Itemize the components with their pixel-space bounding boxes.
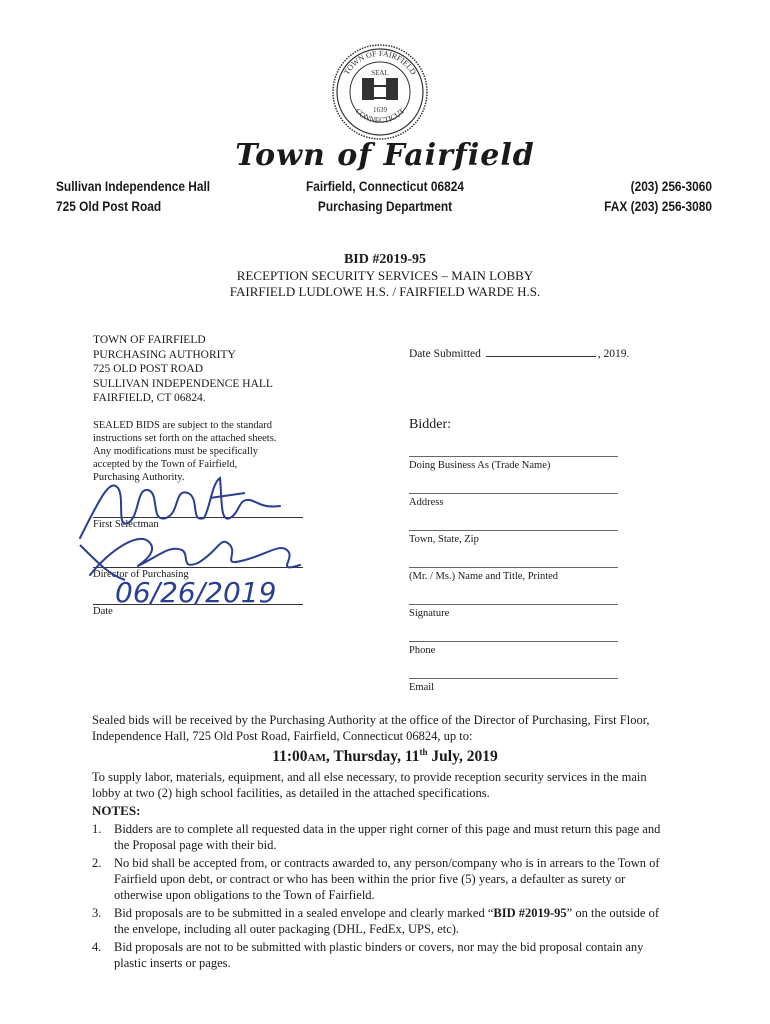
svg-text:SEAL: SEAL xyxy=(371,69,389,77)
note-number: 1. xyxy=(92,822,102,836)
scope-paragraph xyxy=(92,769,692,801)
address-field[interactable] xyxy=(409,493,618,494)
intro-line: Independence Hall, 725 Old Post Road, Fairfield, Connecticut 06824, up to: xyxy=(92,729,473,743)
bidder-heading: Bidder: xyxy=(409,417,451,432)
note-number: 4. xyxy=(92,940,102,954)
phone-number: (203) 256-3060 xyxy=(630,178,712,194)
deadline-day: , Thursday, 11 xyxy=(325,748,420,766)
intro-paragraph xyxy=(92,712,692,744)
bid-deadline xyxy=(0,747,770,766)
note-text-part: ” on the outside of the envelope, including all outer packaging (DHL, FedEx, UPS, etc). xyxy=(114,906,660,936)
deadline-suffix: th xyxy=(419,747,428,757)
svg-text:CONNECTICUT: CONNECTICUT xyxy=(353,106,407,126)
fax-number: FAX (203) 256-3080 xyxy=(604,198,712,214)
date-submitted-suffix: , 2019. xyxy=(597,348,630,360)
note-number: 2. xyxy=(92,856,102,870)
address-line: FAIRFIELD, CT 06824. xyxy=(93,392,206,404)
date-submitted-label: Date Submitted xyxy=(409,348,481,360)
town-state-zip-field[interactable] xyxy=(409,530,618,531)
date-label: Date xyxy=(93,606,113,617)
svg-text:06/26/2019: 06/26/2019 xyxy=(115,576,277,609)
date-submitted-field[interactable] xyxy=(486,346,596,357)
note-text-part: Bid proposals are to be submitted in a sealed envelope and clearly marked “ xyxy=(114,906,494,920)
deadline-month: July, 2019 xyxy=(427,748,498,766)
signature-label: Signature xyxy=(409,608,450,619)
note-text: Bidders are to complete all requested data in the upper right corner of this page and must return this page and the Proposal page with their bid. xyxy=(114,822,661,852)
phone-label: Phone xyxy=(409,645,436,656)
email-label: Email xyxy=(409,682,435,693)
notice-line: accepted by the Town of Fairfield, xyxy=(93,459,238,470)
director-label: Director of Purchasing xyxy=(93,569,189,580)
scope-line: lobby at two (2) high school facilities, as detailed in the attached specifications. xyxy=(92,786,490,800)
email-field[interactable] xyxy=(409,678,618,679)
header-left xyxy=(56,176,210,216)
note-item xyxy=(92,821,662,853)
hall-name: Sullivan Independence Hall xyxy=(56,178,211,194)
deadline-time: 11:00 xyxy=(272,748,308,766)
notice-line: SEALED BIDS are subject to the standard xyxy=(93,420,273,431)
town-seal-logo xyxy=(330,42,430,142)
address-line: TOWN OF FAIRFIELD xyxy=(93,334,206,346)
deadline-ampm: AM xyxy=(307,752,326,765)
signature-date-handwritten xyxy=(110,572,300,612)
notes-heading: NOTES: xyxy=(92,803,141,818)
address-line: PURCHASING AUTHORITY xyxy=(93,348,236,361)
note-number: 3. xyxy=(92,906,102,920)
first-selectman-label: First Selectman xyxy=(93,519,159,530)
note-bid-ref: BID #2019-95 xyxy=(493,906,567,920)
town-title: Town of Fairfield xyxy=(235,138,535,173)
note-text xyxy=(114,905,662,937)
header-right xyxy=(549,176,712,216)
hall-street: 725 Old Post Road xyxy=(56,198,162,214)
note-item xyxy=(92,855,662,903)
recipient-address xyxy=(93,333,273,406)
address-label: Address xyxy=(409,497,444,508)
signature-field[interactable] xyxy=(409,604,618,605)
bid-title-line1: RECEPTION SECURITY SERVICES – MAIN LOBBY xyxy=(236,268,534,283)
header-center xyxy=(236,176,534,216)
phone-field[interactable] xyxy=(409,641,618,642)
note-text: Bid proposals are not to be submitted with plastic binders or covers, nor may the bid proposal contain any plastic inserts or pages. xyxy=(114,940,644,970)
address-line: SULLIVAN INDEPENDENCE HALL xyxy=(93,377,273,390)
note-item xyxy=(92,905,662,937)
svg-text:1639: 1639 xyxy=(373,106,387,114)
dba-label: Doing Business As (Trade Name) xyxy=(409,460,551,471)
bid-title-line2: FAIRFIELD LUDLOWE H.S. / FAIRFIELD WARDE H.S. xyxy=(229,284,541,299)
note-item xyxy=(92,939,662,971)
note-text: No bid shall be accepted from, or contracts awarded to, any person/company who is in arrears to the Town of Fairfield upon debt, or contract or who has been within the prior five (5) years, a defaulter as surety or otherwise upon obligations to the Town of Fairfield. xyxy=(114,856,660,902)
scope-line: To supply labor, materials, equipment, and all else necessary, to provide reception security services in the main xyxy=(92,770,647,784)
town-state-zip-label: Town, State, Zip xyxy=(409,534,479,545)
department: Purchasing Department xyxy=(317,198,453,214)
name-title-field[interactable] xyxy=(409,567,618,568)
notice-line: instructions set forth on the attached sheets. xyxy=(93,433,277,444)
bid-number: BID #2019-95 xyxy=(343,252,427,267)
notice-line: Purchasing Authority. xyxy=(93,472,185,483)
notes-list xyxy=(92,821,662,973)
intro-line: Sealed bids will be received by the Purchasing Authority at the office of the Director of Purchasing, First Floor, xyxy=(92,713,650,727)
address-line: 725 OLD POST ROAD xyxy=(93,363,204,375)
dba-field[interactable] xyxy=(409,456,618,457)
bid-description xyxy=(0,268,770,300)
name-title-label: (Mr. / Ms.) Name and Title, Printed xyxy=(409,571,559,582)
notice-line: Any modifications must be specifically xyxy=(93,446,259,457)
svg-text:TOWN OF FAIRFIELD: TOWN OF FAIRFIELD xyxy=(341,48,418,77)
date-submitted xyxy=(409,346,629,360)
city-state-zip: Fairfield, Connecticut 06824 xyxy=(305,178,465,194)
